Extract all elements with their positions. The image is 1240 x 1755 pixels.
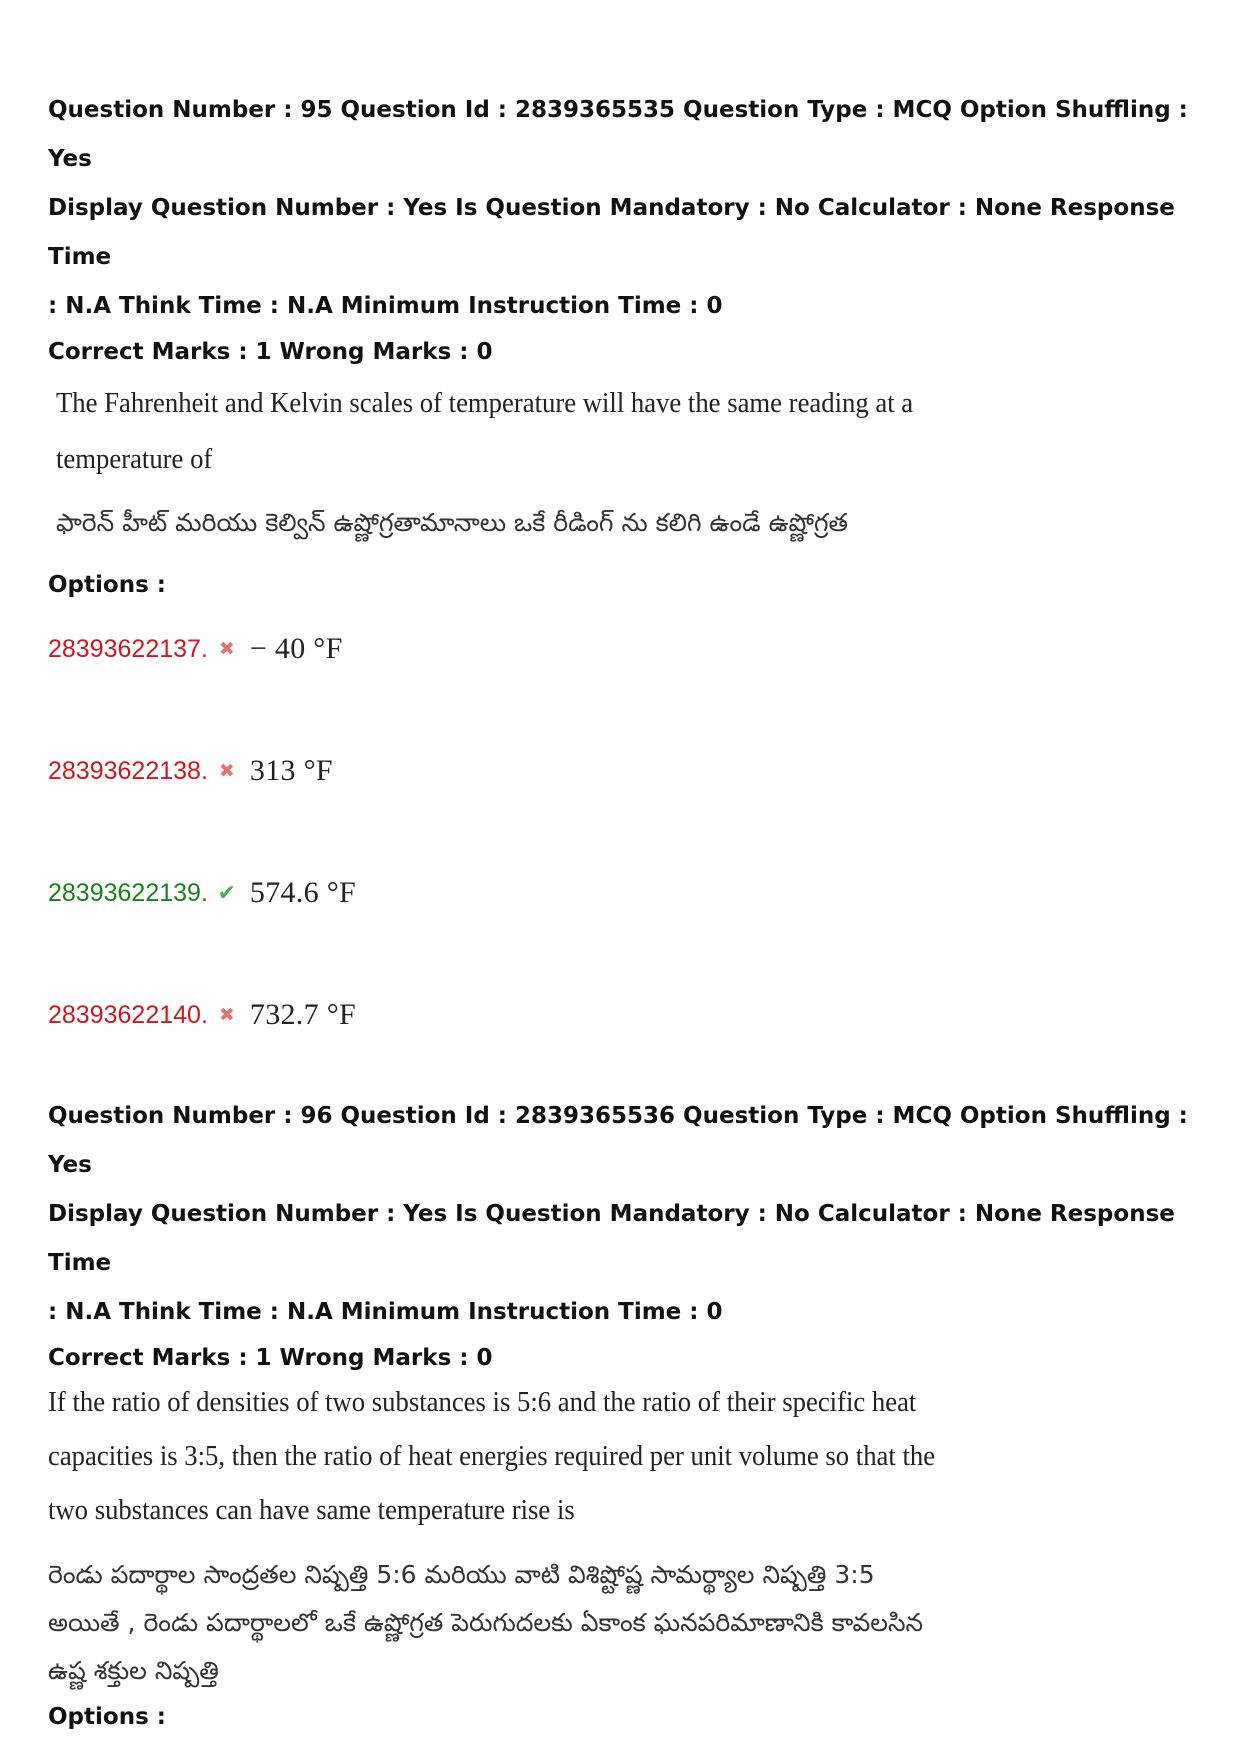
options-label: Options : [48, 572, 166, 598]
cross-icon: ✖ [218, 1004, 235, 1026]
question-stem-telugu: రెండు పదార్థాల సాంద్రతల నిష్పత్తి 5:6 మరియు వాటి విశిష్టోష్ణ సామర్థ్యాల నిష్పత్తి 3:5 [48, 1560, 875, 1589]
question-meta-line: : N.A Think Time : N.A Minimum Instruction Time : 0 [48, 293, 723, 319]
option-row [48, 629, 1198, 669]
option-value: 313 °F [249, 754, 333, 787]
option-id: 28393622138. [48, 756, 208, 785]
option-id: 28393622139. [48, 878, 208, 907]
question-meta-line: Display Question Number : Yes Is Question Mandatory : No Calculator : None Response Time [48, 1201, 1175, 1276]
question-stem-english: If the ratio of densities of two substances is 5:6 and the ratio of their specific heat [48, 1386, 917, 1418]
question-marks: Correct Marks : 1 Wrong Marks : 0 [48, 339, 493, 365]
question-stem-english: two substances can have same temperature rise is [48, 1494, 575, 1526]
question-marks: Correct Marks : 1 Wrong Marks : 0 [48, 1345, 493, 1371]
question-meta-line: Question Number : 96 Question Id : 2839365536 Question Type : MCQ Option Shuffling : Yes [48, 1103, 1188, 1178]
option-id: 28393622137. [48, 634, 208, 663]
option-value: 732.7 °F [249, 998, 356, 1031]
question-stem-english: temperature of [56, 443, 213, 475]
question-stem-telugu: ఉష్ణ శక్తుల నిష్పత్తి [48, 1656, 219, 1685]
question-stem-english: capacities is 3:5, then the ratio of heat energies required per unit volume so that the [48, 1440, 936, 1472]
option-row [48, 751, 1198, 791]
check-icon: ✔ [217, 880, 237, 905]
question-meta-line: : N.A Think Time : N.A Minimum Instruction Time : 0 [48, 1299, 723, 1325]
options-label: Options : [48, 1704, 166, 1730]
question-block-95 [48, 86, 1198, 1035]
question-stem-telugu: అయితే , రెండు పదార్థాలలో ఒకే ఉష్ణోగ్రత పెరుగుదలకు ఏకాంక ఘనపరిమాణానికి కావలసిన [48, 1608, 924, 1637]
option-value: − 40 °F [249, 632, 343, 665]
option-row [48, 995, 1198, 1035]
question-meta-line: Question Number : 95 Question Id : 2839365535 Question Type : MCQ Option Shuffling : Yes [48, 97, 1188, 172]
question-stem-english: The Fahrenheit and Kelvin scales of temperature will have the same reading at a [56, 387, 914, 419]
option-id: 28393622140. [48, 1000, 208, 1029]
question-meta-line: Display Question Number : Yes Is Question Mandatory : No Calculator : None Response Time [48, 195, 1175, 270]
question-block-96 [48, 1092, 1198, 1735]
option-value: 574.6 °F [249, 876, 356, 909]
cross-icon: ✖ [218, 638, 235, 660]
option-row [48, 873, 1198, 913]
cross-icon: ✖ [218, 760, 235, 782]
question-stem-telugu: ఫారెన్ హీట్ మరియు కెల్విన్ ఉష్ణోగ్రతామానాలు ఒకే రీడింగ్ ను కలిగి ఉండే ఉష్ణోగ్రత [56, 508, 848, 537]
